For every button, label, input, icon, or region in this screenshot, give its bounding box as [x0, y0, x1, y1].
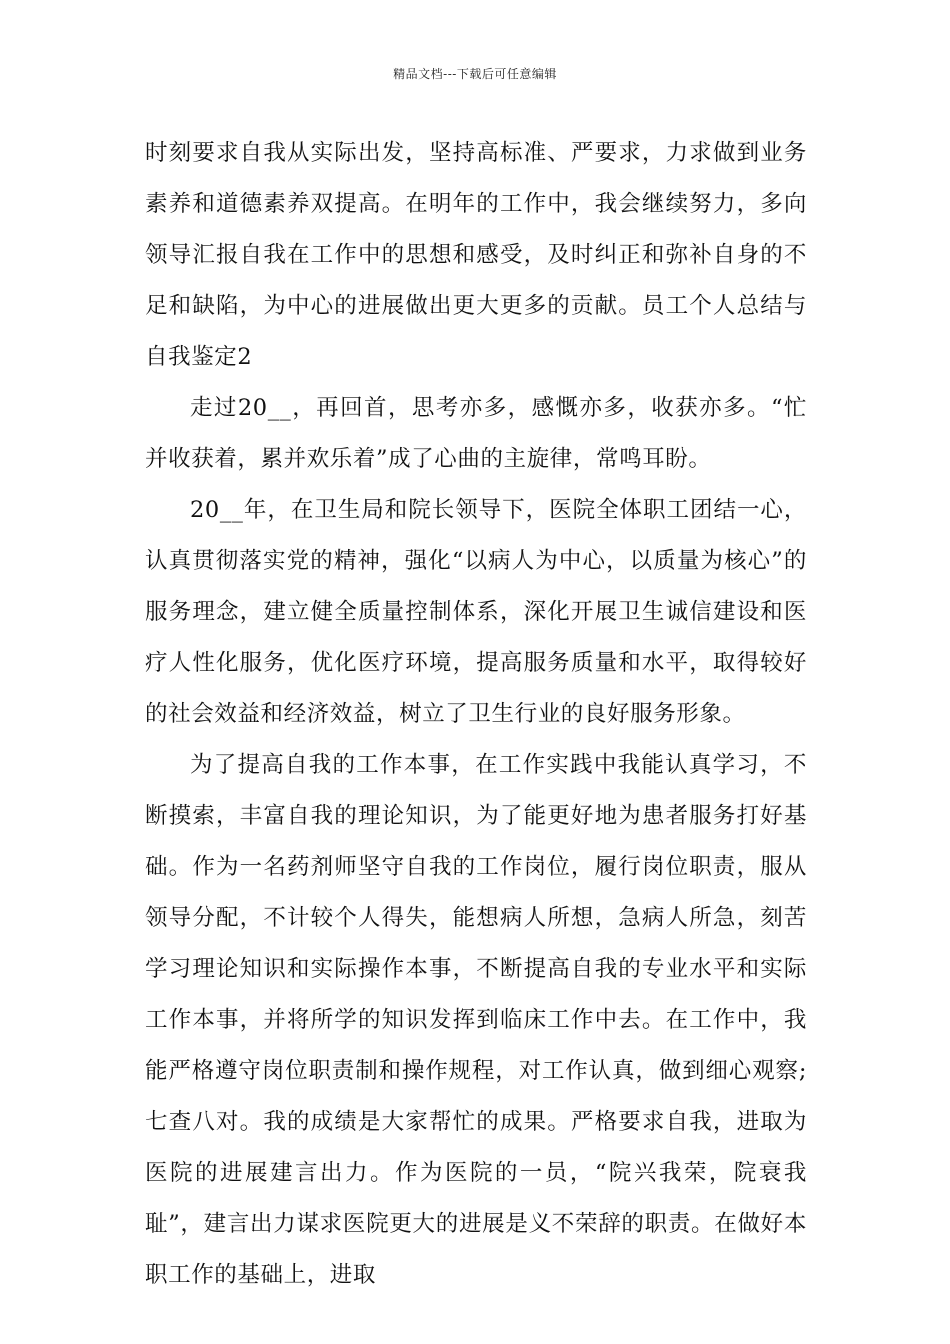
paragraph-self-improvement: 为了提高自我的工作本事，在工作实践中我能认真学习，不断摸索，丰富自我的理论知识，为了能更好地为患者服务打好基础。作为一名药剂师坚守自我的工作岗位，履行岗位职责，服从领导分配，不计较个人得失，能想病人所想，急病人所急，刻苦学习理论知识和实际操作本事，不断提高自我的专业水平和实际工作本事，并将所学的知识发挥到临床工作中去。在工作中，我能严格遵守岗位职责制和操作规程，对工作认真，做到细心观察;七查八对。我的成绩是大家帮忙的成果。严格要求自我，进取为医院的进展建言出力。作为医院的一员，“院兴我荣，院衰我耻”，建言出力谋求医院更大的进展是义不荣辞的职责。在做好本职工作的基础上，进取	[145, 752, 807, 1288]
document-body	[145, 128, 807, 1301]
paragraph-reflection: 走过20__，再回首，思考亦多，感慨亦多，收获亦多。“忙并收获着，累并欢乐着”成了心曲的主旋律，常鸣耳盼。	[145, 395, 807, 472]
paragraph-hospital-work: 20__年，在卫生局和院长领导下，医院全体职工团结一心，认真贯彻落实党的精神，强化“以病人为中心，以质量为核心”的服务理念，建立健全质量控制体系，深化开展卫生诚信建设和医疗人性化服务，优化医疗环境，提高服务质量和水平，取得较好的社会效益和经济效益，树立了卫生行业的良好服务形象。	[145, 497, 807, 727]
page-header: 精品文档---下载后可任意编辑	[393, 67, 557, 81]
paragraph-continuation: 时刻要求自我从实际出发，坚持高标准、严要求，力求做到业务素养和道德素养双提高。在明年的工作中，我会继续努力，多向领导汇报自我在工作中的思想和感受，及时纠正和弥补自身的不足和缺陷，为中心的进展做出更大更多的贡献。员工个人总结与自我鉴定2	[145, 140, 807, 370]
